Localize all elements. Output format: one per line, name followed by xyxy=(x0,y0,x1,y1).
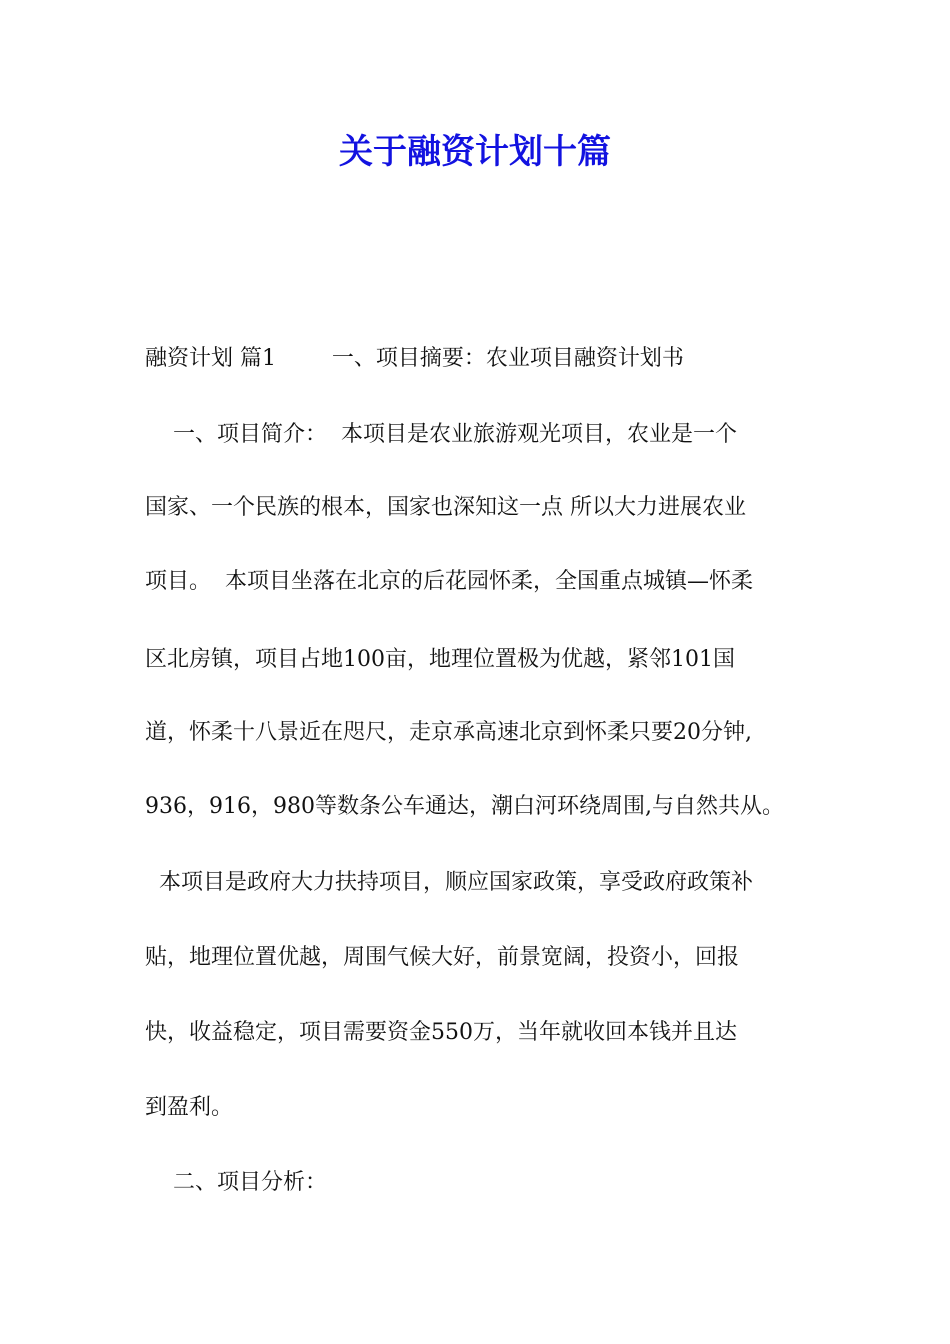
text-line-9: 贴，地理位置优越，周围气候大好，前景宽阔，投资小，回报 xyxy=(145,945,740,970)
text-line-6: 道，怀柔十八景近在咫尺，走京承高速北京到怀柔只要20分钟, xyxy=(145,720,752,745)
text-line-8: 本项目是政府大力扶持项目，顺应国家政策，享受政府政策补 xyxy=(145,870,753,895)
document-title: 关于融资计划十篇 xyxy=(339,132,611,172)
text-line-4: 项目。 本项目坐落在北京的后花园怀柔，全国重点城镇—怀柔 xyxy=(145,569,753,594)
text-line-5: 区北房镇，项目占地100亩，地理位置极为优越，紧邻101国 xyxy=(145,647,735,672)
text-line-10: 快，收益稳定，项目需要资金550万，当年就收回本钱并且达 xyxy=(145,1020,737,1045)
text-line-3: 国家、一个民族的根本，国家也深知这一点 所以大力进展农业 xyxy=(145,495,746,520)
text-line-7: 936，916，980等数条公车通达，潮白河环绕周围,与自然共从。 xyxy=(145,794,784,819)
section-heading-project-analysis: 二、项目分析： xyxy=(145,1170,327,1195)
text-line-2: 一、项目简介： 本项目是农业旅游观光项目，农业是一个 xyxy=(145,422,737,447)
text-line-11: 到盈利。 xyxy=(145,1095,234,1120)
text-line-1: 融资计划 篇1 一、项目摘要：农业项目融资计划书 xyxy=(145,346,684,371)
